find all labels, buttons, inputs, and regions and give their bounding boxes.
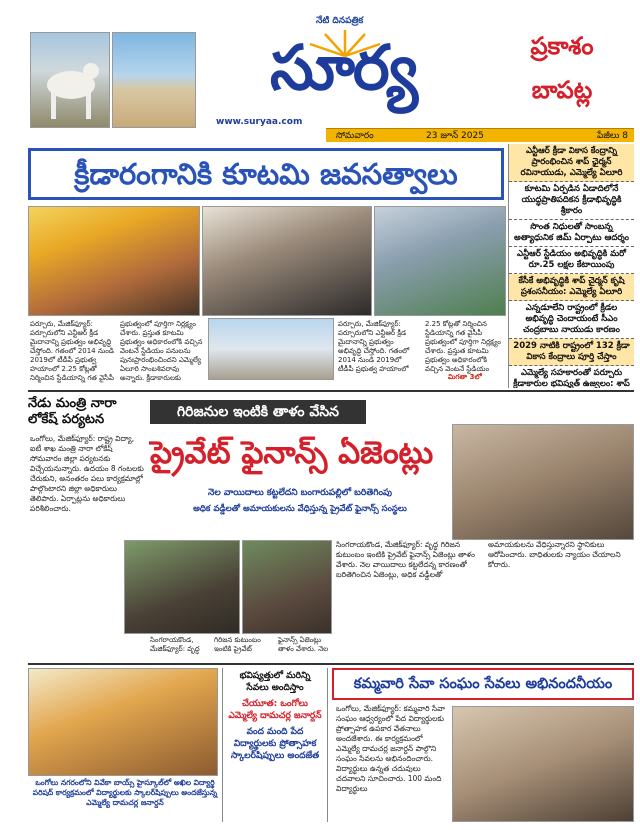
study-title: భవిష్యత్తులో మరిన్ని సేవలు అందిస్తాం bbox=[239, 671, 311, 693]
sidebar-item: కేసీకే అభివృద్ధికి శాప్ చైర్మన్ కృషి ప్రశంసనీయం: ఎమ్మెల్యే ఏలూరి bbox=[509, 274, 634, 301]
lead-headline-box bbox=[28, 148, 504, 200]
kammavari-body: ఒంగోలు, మేజిక్‌ఫ్యూర్: కమ్మవారి సేవా సంఘం ఆధ్వర్యంలో పేద విద్యార్థులకు ప్రోత్సాహక ఉపకార వేతనాలు అందజేశారు. ఈ కార్యక్రమంలో ఎమ్మెల్యే దామచర్ల జనార్దన్ పాల్గొని సంఘం సేవలను అభినందించారు. విద్యార్థులు ఉన్నత చదువులు చదవాలని సూచించారు. 100 మంది విద్యార్థులు bbox=[336, 704, 446, 793]
website[interactable]: www.suryaa.com bbox=[216, 117, 303, 127]
finance-subhead-2: అధిక వడ్డీలతో అమాయకులను వేధిస్తున్న ప్రైవేట్ ఫైనాన్స్ సంస్థలు bbox=[193, 504, 407, 514]
sidebar bbox=[508, 144, 634, 388]
date-strip bbox=[326, 128, 634, 142]
lead-headline: క్రీడారంగానికి కూటమి జవసత్వాలు bbox=[74, 157, 458, 191]
study-box bbox=[222, 668, 328, 822]
lead-body-right: పర్చూరు, మేజిక్‌ఫ్యూర్: పర్చూరులోని ఎన్టీఆర్ క్రీడ మైదానాన్ని ప్రభుత్వం అభివృద్ధి చేస్తోంది. గతంలో 2014 నుండి 2019లో టీడీపీ ప్రభుత్వ హయాంలో 2.25 కోట్లతో నిర్మించిన స్టేడియాన్ని గత వైసీపీ ప్రభుత్వంలో పూర్తిగా నిర్లక్ష్యం చేశారు. ప్రస్తుత కూటమి ప్రభుత్వం అధికారంలోకి వచ్చిన వెంటనే స్టేడియం bbox=[338, 320, 501, 373]
lead-photo-stadium bbox=[208, 318, 334, 380]
scholarship-photo bbox=[28, 668, 218, 776]
page-label: పేజీలు 8 bbox=[596, 131, 628, 141]
finance-headline: ప్రైవేట్ ఫైనాన్స్ ఏజెంట్లు bbox=[150, 435, 434, 471]
sidebar-item: ఎన్నడూలేని రాష్ట్రంలో క్రీడల అభివృద్ధి చెందాయంటే సీఎం చంద్రబాబు నాయుడు కారణం bbox=[509, 301, 634, 339]
kammavari-headline: కమ్మవారి సేవా సంఘం సేవలు అభినందనీయం bbox=[353, 676, 613, 692]
lead-body-left: పర్చూరు, మేజిక్‌ఫ్యూర్: పర్చూరులోని ఎన్టీఆర్ క్రీడ మైదానాన్ని ప్రభుత్వం అభివృద్ధి చేస్తోంది. గతంలో 2014 నుండి 2019లో టీడీపీ ప్రభుత్వ హయాంలో 2.25 కోట్లతో నిర్మించిన స్టేడియాన్ని గత వైసీపీ ప్రభుత్వంలో పూర్తిగా నిర్లక్ష్యం చేశారు. ప్రస్తుత కూటమి ప్రభుత్వం అధికారంలోకి వచ్చిన వెంటనే స్టేడియం పనులను పునఃప్రారంభించిందని ఎమ్మెల్యే ఏలూరి సాంబశివరావు అన్నారు. క్రీడాకారులకు bbox=[30, 320, 203, 382]
study-line: చేయూత: ఒంగోలు ఎమ్మెల్యే దామచర్ల జనార్దన్ bbox=[228, 699, 322, 721]
sidebar-item: కూటమి ఏర్పడిన ఏడాదిలోనే యుద్ధప్రాతిపదికన క్రీడాభివృద్ధికి శ్రీకారం bbox=[509, 182, 634, 220]
masthead-photo-bull bbox=[30, 32, 110, 128]
date-label: 23 జూన్ 2025 bbox=[426, 131, 484, 141]
photo-caption: ఒంగోలు నగరంలోని వివేకా బాయ్స్ హైస్కూల్‌లో అఖిల విద్యార్థి పరిషద్ కార్యక్రమంలో విద్యార్థులకు స్కాలర్‌షిప్పులు అందజేస్తున్న ఎమ్మెల్యే దామచర్ల జనార్దన్ bbox=[32, 778, 218, 807]
finance-photo-1 bbox=[124, 540, 240, 634]
sidebar-item: 2029 నాటికి రాష్ట్రంలో 132 క్రీడా వికాస కేంద్రాలు పూర్తి చేస్తాం bbox=[509, 339, 634, 366]
logo-tagline: నేటి దినపత్రిక bbox=[316, 16, 364, 26]
study-line: వంద మంది పేద విద్యార్థులకు ప్రోత్సాహక స్కాలర్‌షిప్పులు అందజేత bbox=[230, 727, 320, 761]
lead-photo-1 bbox=[28, 206, 200, 316]
finance-subhead-1: నెల వాయిదాలు కట్టలేదని బంగారుపల్లిలో బరితెగింపు bbox=[208, 488, 392, 498]
lead-photo-3 bbox=[374, 206, 506, 316]
sidebar-item: ఎమ్మెల్యే సహకారంతో పర్చూరు క్రీడాకారుల భవిష్యత్ ఉజ్వలం: శాప్ bbox=[509, 366, 634, 388]
kammavari-photo bbox=[452, 706, 634, 822]
masthead bbox=[0, 0, 640, 128]
finance-photo-2 bbox=[242, 540, 332, 634]
kammavari-headline-box bbox=[332, 668, 634, 700]
divider bbox=[28, 390, 634, 392]
logo: సూర్య bbox=[269, 31, 417, 104]
sidebar-item: సొంత నిధులతో సాంబన్న అత్యాధునిక జిమ్ ఏర్పాటు ఆదర్శం bbox=[509, 220, 634, 247]
bull-icon bbox=[31, 33, 110, 128]
sidebar-item: ఎన్టీఆర్ స్టేడియం అభివృద్ధికి మరో రూ.25 లక్షల కేటాయింపు bbox=[509, 247, 634, 274]
divider bbox=[28, 663, 634, 665]
minister-headline: నేడు మంత్రి నారా లోకేష్ పర్యటన bbox=[28, 396, 117, 427]
minister-body: ఒంగోలు, మేజిక్‌ఫ్యూర్: రాష్ట్ర విద్యా, ఐటీ శాఖ మంత్రి నారా లోకేష్ సోమవారం జిల్లా పర్యటనకు విచ్చేయనున్నారు. ఉదయం 8 గంటలకు చేరుకుని, అనంతరం పలు కార్యక్రమాల్లో పాల్గొంటారని జిల్లా అధికారులు తెలిపారు. ఏర్పాట్లను అధికారులు పరిశీలించారు. bbox=[30, 434, 144, 513]
finance-photo-3 bbox=[452, 424, 634, 540]
edition-2: బాపట్ల bbox=[531, 76, 593, 104]
finance-kicker: గిరిజనుల ఇంటికి తాళం వేసిన bbox=[150, 400, 366, 424]
lead-photo-2 bbox=[202, 206, 372, 316]
masthead-photo-beach bbox=[112, 32, 196, 128]
edition-1: ప్రకాశం bbox=[530, 32, 594, 60]
lead-continued[interactable]: మిగతా 3లో bbox=[448, 373, 482, 381]
finance-body: సింగరాయకొండ, మేజిక్‌ఫ్యూర్: వృద్ధ గిరిజన కుటుంబం ఇంటికి ప్రైవేట్ ఫైనాన్స్ ఏజెంట్లు తాళం వేశారు. నెల bbox=[150, 636, 329, 653]
sidebar-item: ఎన్టీఆర్ క్రీడా వికాస కేంద్రాన్ని ప్రారంభించిన శాప్ ఛైర్మన్ రవినాయుడు, ఎమ్మెల్యే ఏలూరి bbox=[509, 144, 634, 182]
finance-body-right: సింగరాయకొండ, మేజిక్‌ఫ్యూర్: వృద్ధ గిరిజన కుటుంబం ఇంటికి ప్రైవేట్ ఫైనాన్స్ ఏజెంట్లు తాళం వేశారు. నెల వాయిదాలు కట్టలేదన్న కారణంతో బరితెగించిన ఏజెంట్లు, అధిక వడ్డీలతో అమాయకులను వేధిస్తున్నారని స్థానికులు ఆరోపించారు. బాధితులకు న్యాయం చేయాలని కోరారు. bbox=[336, 540, 621, 579]
day-label: సోమవారం bbox=[336, 131, 374, 141]
